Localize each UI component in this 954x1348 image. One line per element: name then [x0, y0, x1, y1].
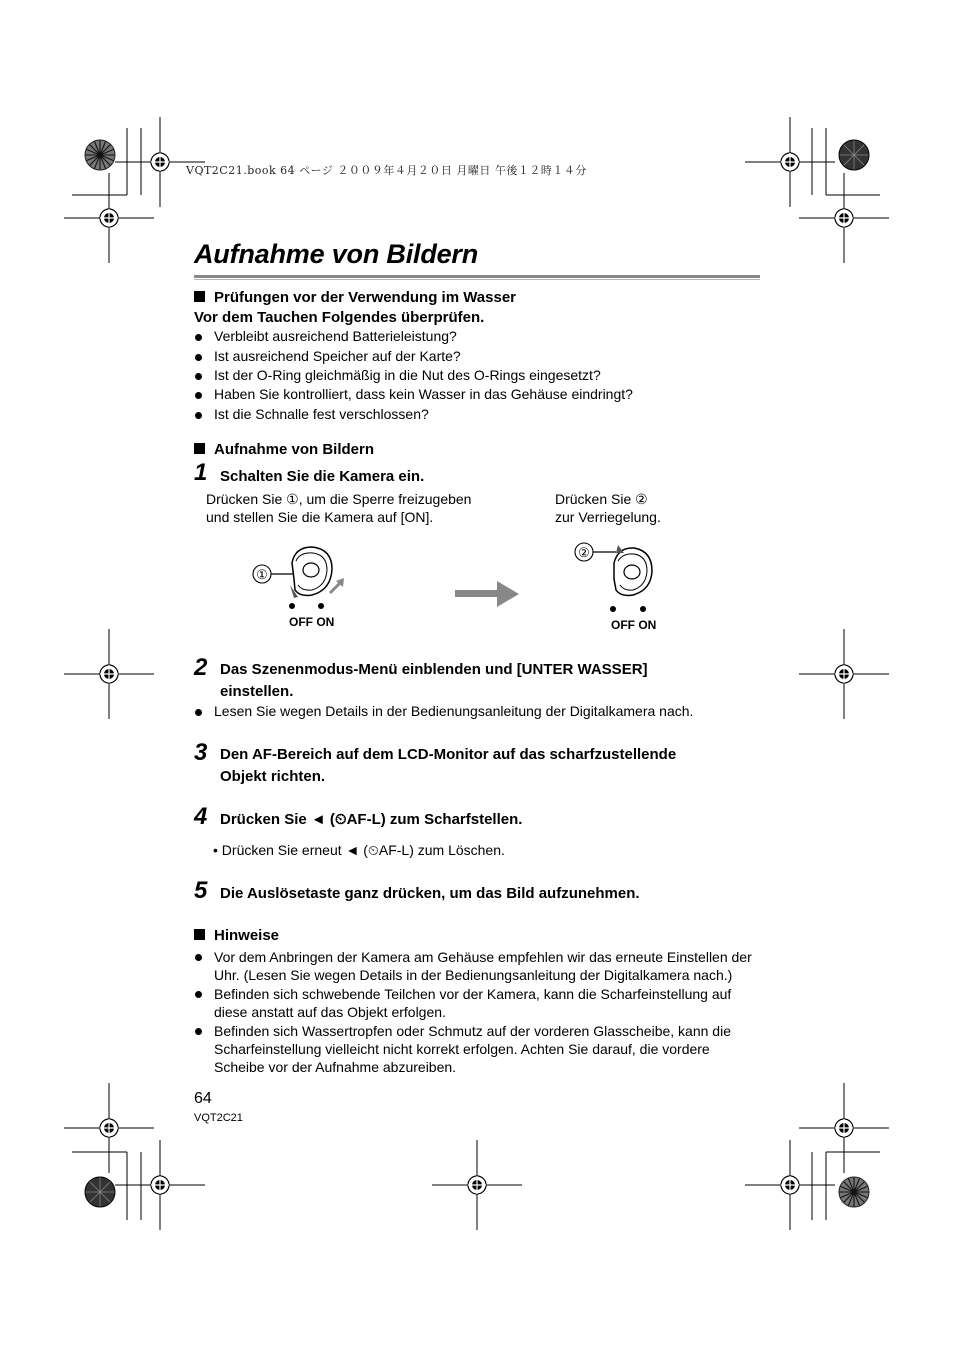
- bullet-icon: [195, 1028, 202, 1035]
- title-rule-thin: [194, 279, 760, 280]
- list-item: Lesen Sie wegen Details in der Bedienungsanleitung der Digitalkamera nach.: [214, 703, 693, 719]
- checks-subheading: Vor dem Tauchen Folgendes überprüfen.: [194, 309, 485, 326]
- list-item: Ist die Schnalle fest verschlossen?: [214, 406, 429, 422]
- step-text: Den AF-Bereich auf dem LCD-Monitor auf das scharfzustellende Objekt richten.: [220, 746, 677, 785]
- notes-heading-text: Hinweise: [214, 927, 280, 944]
- step-text: Das Szenenmodus-Menü einblenden und [UNTER WASSER] einstellen.: [220, 661, 648, 700]
- switch-label-right: OFF ON: [611, 618, 657, 632]
- switch-label-left: OFF ON: [289, 615, 335, 629]
- list-item: Vor dem Anbringen der Kamera am Gehäuse empfehlen wir das erneute Einstellen der Uhr. (Lesen Sie wegen Details in der Bedienungsanleitung der Digitalkamera nach.): [214, 948, 752, 984]
- bullet-icon: [195, 954, 202, 961]
- list-item: Verbleibt ausreichend Batterieleistung?: [214, 328, 457, 344]
- bullet-icon: [195, 354, 202, 361]
- marker-1: ①: [256, 567, 268, 582]
- bullet-icon: [195, 709, 202, 716]
- page-number: 64: [194, 1090, 212, 1107]
- marker-2: ②: [578, 545, 590, 560]
- list-item: Haben Sie kontrolliert, dass kein Wasser in das Gehäuse eindringt?: [214, 386, 633, 402]
- step-text: Die Auslösetaste ganz drücken, um das Bild aufzunehmen.: [220, 885, 640, 902]
- step-number: 1: [194, 459, 208, 486]
- step-number: 4: [194, 803, 208, 830]
- step-text: Schalten Sie die Kamera ein.: [220, 468, 425, 485]
- recording-heading-text: Aufnahme von Bildern: [214, 441, 375, 458]
- step-subnote: • Drücken Sie erneut ◄ (⏲AF-L) zum Löschen.: [213, 842, 505, 858]
- square-bullet-icon: [194, 929, 205, 940]
- bullet-icon: [195, 334, 202, 341]
- print-file-header: VQT2C21.book 64 ページ ２００９年４月２０日 月曜日 午後１２時１４分: [186, 164, 587, 177]
- list-item: Ist der O-Ring gleichmäßig in die Nut des O-Rings eingesetzt?: [214, 367, 601, 383]
- bullet-icon: [195, 392, 202, 399]
- recording-heading: [194, 441, 374, 458]
- list-item: Befinden sich schwebende Teilchen vor der Kamera, kann die Scharfeinstellung auf diese anstatt auf das Objekt erfolgen.: [214, 985, 731, 1021]
- list-item: Ist ausreichend Speicher auf der Karte?: [214, 348, 461, 364]
- list-item: Befinden sich Wassertropfen oder Schmutz auf der vorderen Glasscheibe, kann die Scharfeinstellung vielleicht nicht korrekt erfolgen. Achten Sie darauf, die vordere Scheibe vor der Aufnahme abzureiben.: [214, 1022, 731, 1076]
- arrow-right-icon: [455, 578, 525, 610]
- notes-heading: [194, 927, 279, 944]
- switch-illustration-lock: [566, 535, 676, 635]
- figure-caption-left: Drücken Sie ①, um die Sperre freizugeben und stellen Sie die Kamera auf [ON].: [206, 491, 472, 525]
- square-bullet-icon: [194, 443, 205, 454]
- step-number: 3: [194, 739, 208, 766]
- step-text: Drücken Sie ◄ (⏲AF-L) zum Scharfstellen.: [220, 811, 523, 828]
- figure-caption-right: Drücken Sie ② zur Verriegelung.: [555, 491, 661, 525]
- model-code: VQT2C21: [194, 1112, 243, 1124]
- step-number: 5: [194, 877, 208, 904]
- page-title: Aufnahme von Bildern: [194, 239, 479, 269]
- bullet-icon: [195, 373, 202, 380]
- title-rule: [194, 275, 760, 278]
- switch-illustration-unlock: [240, 535, 370, 635]
- checks-heading-text: Prüfungen vor der Verwendung im Wasser: [214, 289, 517, 306]
- step-number: 2: [194, 654, 208, 681]
- bullet-icon: [195, 991, 202, 998]
- checks-heading: [194, 289, 516, 306]
- square-bullet-icon: [194, 291, 205, 302]
- bullet-icon: [195, 412, 202, 419]
